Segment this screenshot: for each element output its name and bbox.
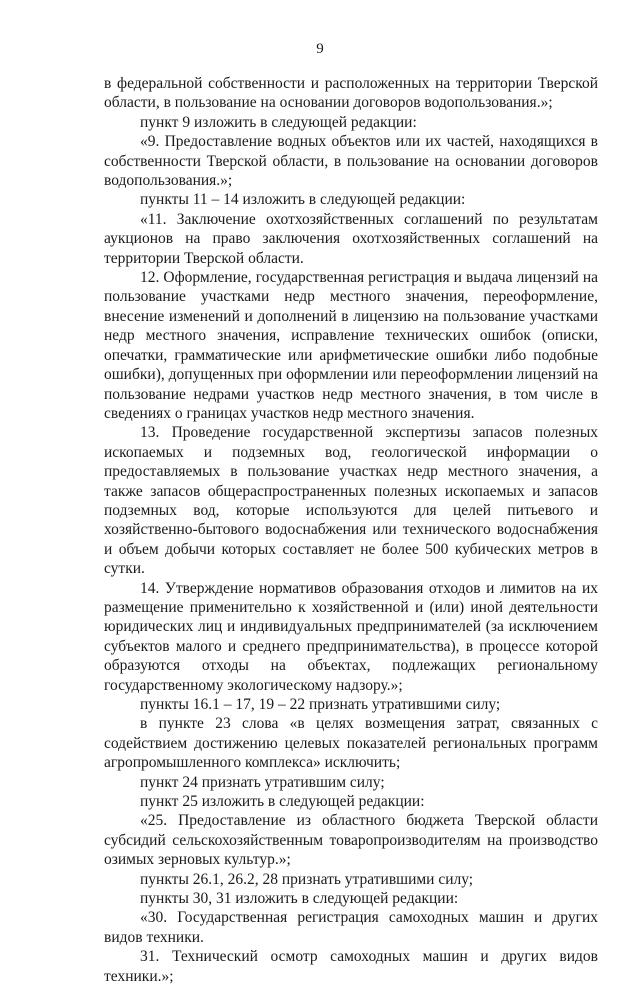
paragraph: «25. Предоставление из областного бюджета Тверской области субсидий сельскохозяйственным товаропроизводителям на производство озимых зерновых культур.»; <box>104 812 598 869</box>
paragraph: «9. Предоставление водных объектов или их частей, находящихся в собственности Тверской области, в пользование на основании договоров водопользования.»; <box>104 133 598 190</box>
paragraph: пункты 16.1 – 17, 19 – 22 признать утратившими силу; <box>140 696 501 713</box>
paragraph: пункт 9 изложить в следующей редакции: <box>140 113 417 131</box>
paragraph: в федеральной собственности и расположенных на территории Тверской области, в пользование на основании договоров водопользования.»; <box>104 75 598 112</box>
paragraph: пункты 11 – 14 изложить в следующей редакции: <box>140 191 466 209</box>
paragraph: «30. Государственная регистрация самоходных машин и других видов техники. <box>104 909 598 946</box>
paragraph: 13. Проведение государственной экспертизы запасов полезных ископаемых и подземных вод, геологической информации о предоставляемых в пользование участках недр местного значения, а также запасов общераспространенных полезных ископаемых и запасов подземных вод, которые используются для целей питьевого и хозяйственно-бытового водоснабжения или технического водоснабжения и объем добычи которых составляет не более 500 кубических метров в сутки. <box>104 424 598 578</box>
page-number: 9 <box>316 41 324 57</box>
paragraph: 14. Утверждение нормативов образования отходов и лимитов на их размещение применительно к хозяйственной и (или) иной деятельности юридических лиц и индивидуальных предпринимателей (за исключением субъектов малого и среднего предпринимательства), в процессе которой образуются отходы на объектах, подлежащих региональному государственному экологическому надзору.»; <box>104 579 598 694</box>
paragraph: в пункте 23 слова «в целях возмещения затрат, связанных с содействием достижению целевых показателей региональных программ агропромышленного комплекса» исключить; <box>104 715 598 772</box>
paragraph: пункты 26.1, 26.2, 28 признать утратившими силу; <box>140 870 474 888</box>
paragraph: пункты 30, 31 изложить в следующей редакции: <box>140 890 459 908</box>
paragraph: «11. Заключение охотхозяйственных соглашений по результатам аукционов на право заключения охотхозяйственных соглашений на территории Тверской области. <box>104 210 598 267</box>
paragraph: 12. Оформление, государственная регистрация и выдача лицензий на пользование участками недр местного значения, переоформление, внесение изменений и дополнений в лицензию на пользование участками недр местного значения, исправление технических ошибок (описки, опечатки, грамматические или арифметические ошибки либо подобные ошибки), допущенных при оформлении или переоформлении лицензий на пользование недрами участков недр местного значения, в том числе в сведениях о границах участков недр местного значения. <box>104 269 598 422</box>
document-body <box>104 74 598 986</box>
paragraph: 31. Технический осмотр самоходных машин и других видов техники.»; <box>104 948 598 985</box>
paragraph: пункт 25 изложить в следующей редакции: <box>140 793 425 811</box>
paragraph: пункт 24 признать утратившим силу; <box>140 773 385 791</box>
